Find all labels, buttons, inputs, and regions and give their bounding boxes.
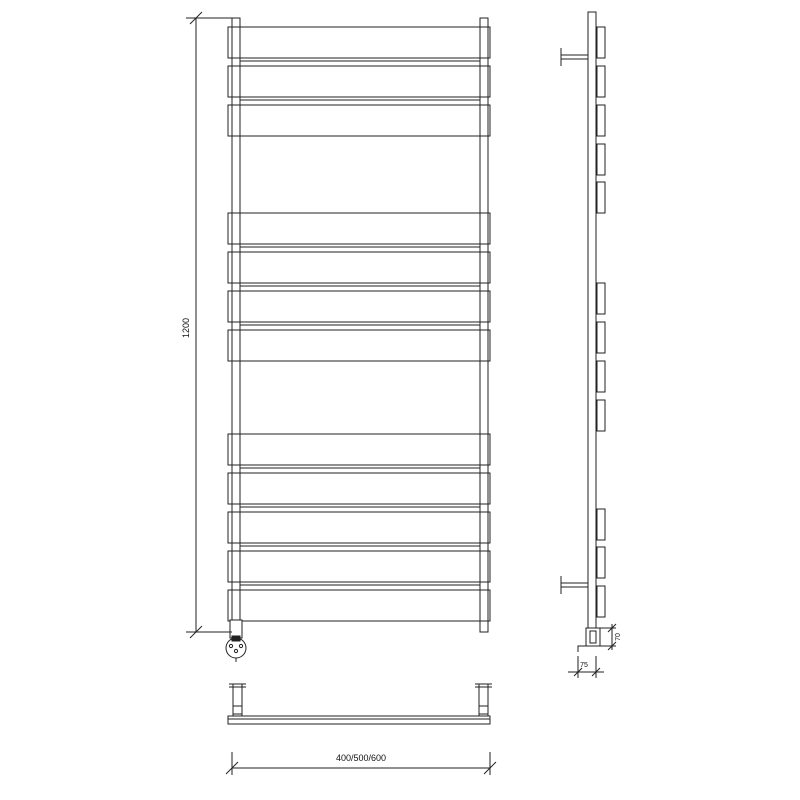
horizontal-rails	[228, 27, 490, 621]
side-height-dimension	[600, 624, 616, 650]
rail	[228, 590, 490, 621]
rail	[228, 473, 490, 504]
rail	[228, 330, 490, 361]
width-label: 400/500/600	[335, 753, 387, 763]
top-view	[228, 684, 492, 724]
side-height-label: 70	[615, 633, 622, 641]
right-bracket	[479, 684, 488, 714]
height-label: 1200	[181, 317, 191, 339]
rail	[228, 252, 490, 283]
rail	[228, 551, 490, 582]
side-view	[561, 12, 605, 652]
wall-bracket-top	[561, 48, 588, 66]
valve-icon	[226, 620, 246, 662]
height-dimension	[186, 12, 232, 638]
rail	[228, 434, 490, 465]
side-depth-label: 75	[580, 662, 588, 669]
wall-bracket-bottom	[561, 576, 588, 594]
side-panels	[597, 27, 605, 617]
side-valve-icon	[578, 628, 600, 652]
left-vertical-tube	[232, 18, 240, 632]
rail	[228, 213, 490, 244]
rail	[228, 66, 490, 97]
rail	[228, 27, 490, 58]
side-vertical-tube	[588, 12, 596, 628]
right-vertical-tube	[480, 18, 488, 632]
front-view	[226, 18, 490, 662]
rail	[228, 105, 490, 136]
left-bracket	[233, 684, 242, 714]
top-view-bar	[228, 716, 490, 724]
rail	[228, 512, 490, 543]
rail	[228, 291, 490, 322]
